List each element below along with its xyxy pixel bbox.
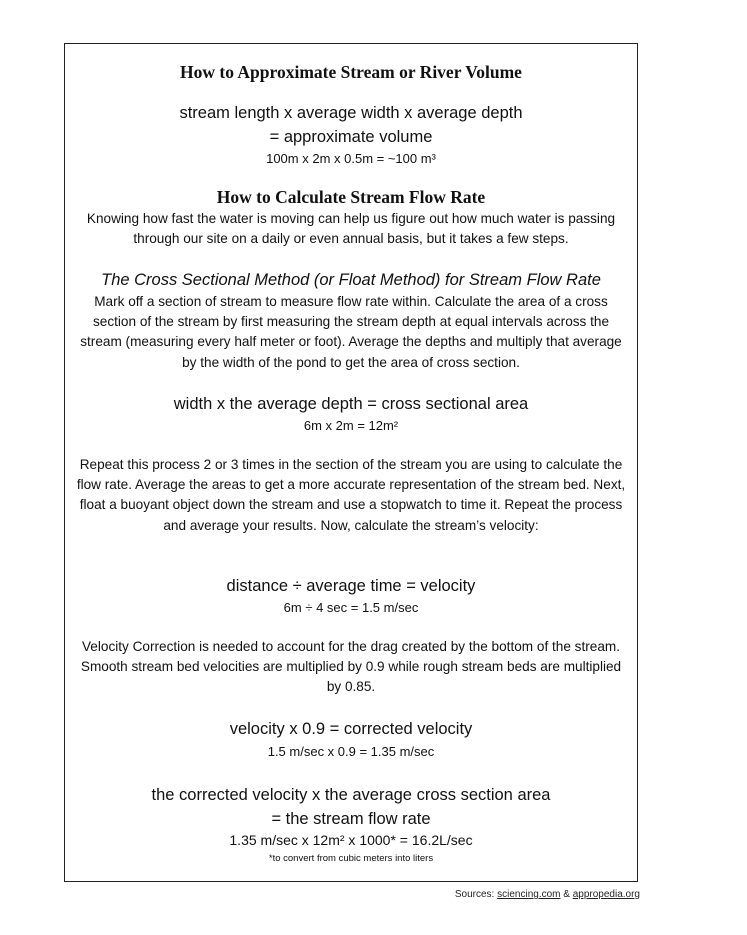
- sources-line: [455, 889, 640, 900]
- volume-example: 100m x 2m x 0.5m = ~100 m³: [266, 151, 436, 166]
- repeat-paragraph: Repeat this process 2 or 3 times in the section of the stream you are using to calculate the flow rate. Average the areas to get a more accurate representation of the stream bed. Next, float a buoyant object down the stream and use a stopwatch to time it. Repeat the process and average your results. Now, calculate the stream’s velocity:: [76, 457, 626, 533]
- content-panel: [64, 43, 638, 882]
- volume-title: How to Approximate Stream or River Volume: [180, 62, 522, 82]
- sources-label: Sources:: [454, 889, 495, 900]
- final-example: 1.35 m/sec x 12m² x 1000* = 16.2L/sec: [229, 832, 473, 848]
- method-paragraph: Mark off a section of stream to measure flow rate within. Calculate the area of a cross section of the stream by first measuring the stream depth at equal intervals across the stream (measuring every half meter or foot). Average the depths and multiply that average by the width of the pond to get the area of cross section.: [80, 294, 622, 370]
- final-footnote: *to convert from cubic meters into liters: [268, 853, 434, 864]
- volume-formula-line2: = approximate volume: [269, 128, 433, 146]
- sources-ampersand: &: [563, 889, 570, 900]
- source-link-appropedia[interactable]: appropedia.org: [572, 889, 640, 900]
- method-title: The Cross Sectional Method (or Float Method) for Stream Flow Rate: [101, 271, 601, 289]
- flow-intro: Knowing how fast the water is moving can help us figure out how much water is passing through our site on a daily or even annual basis, but it takes a few steps.: [86, 211, 616, 247]
- cross-section-example: 6m x 2m = 12m²: [303, 418, 399, 433]
- correction-paragraph: Velocity Correction is needed to account for the drag created by the bottom of the stream. Smooth stream bed velocities are multiplied by 0.9 while rough stream beds are multiplied by 0.85.: [80, 639, 622, 695]
- correction-formula: velocity x 0.9 = corrected velocity: [229, 720, 473, 738]
- flow-title: How to Calculate Stream Flow Rate: [216, 187, 486, 207]
- velocity-formula: distance ÷ average time = velocity: [226, 577, 476, 595]
- volume-formula-line1: stream length x average width x average depth: [179, 104, 523, 122]
- correction-example: 1.5 m/sec x 0.9 = 1.35 m/sec: [267, 744, 435, 759]
- final-formula-line1: the corrected velocity x the average cross section area: [151, 786, 551, 804]
- velocity-example: 6m ÷ 4 sec = 1.5 m/sec: [283, 600, 419, 615]
- final-formula-line2: = the stream flow rate: [271, 810, 431, 828]
- cross-section-formula: width x the average depth = cross sectional area: [173, 395, 529, 413]
- source-link-sciencing[interactable]: sciencing.com: [497, 889, 561, 900]
